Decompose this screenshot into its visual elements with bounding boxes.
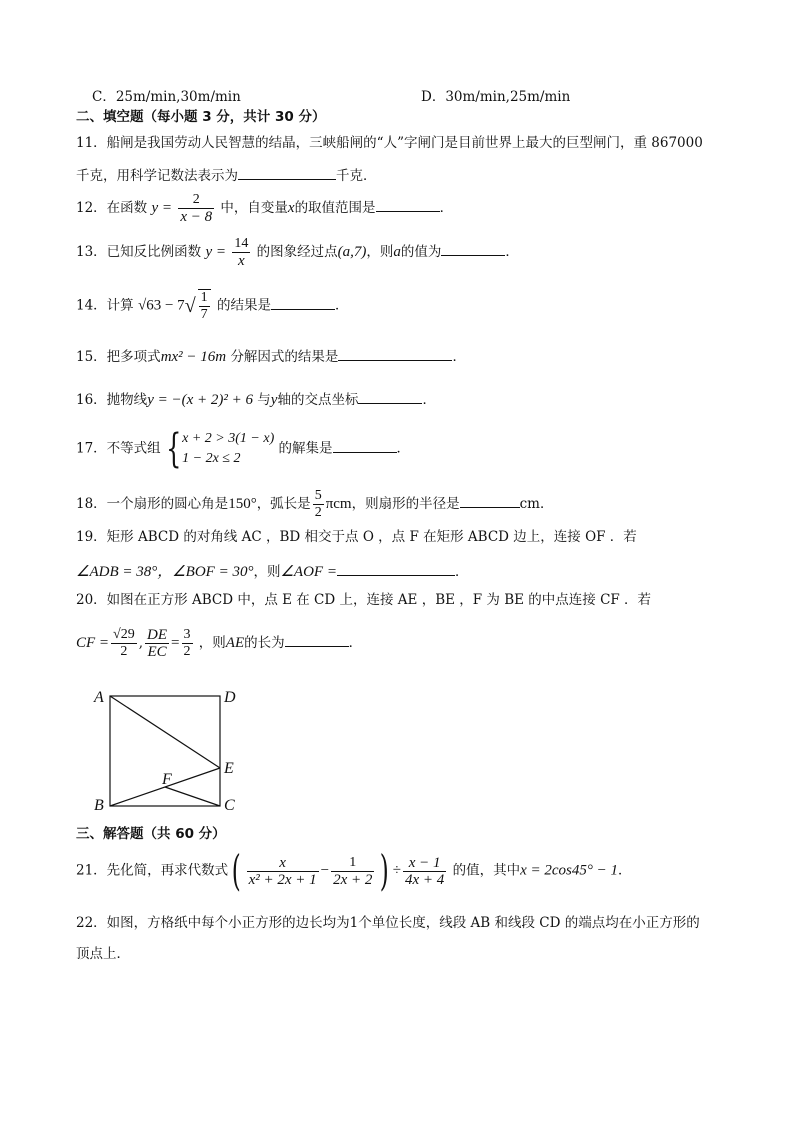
math-expression: y = −(x + 2)² + 6	[147, 392, 253, 408]
question-18-text: 18．一个扇形的圆心角是	[76, 496, 229, 512]
question-15: 15．把多项式mx² − 16m 分解因式的结果是 ．	[76, 349, 466, 365]
question-12: 12．在函数 y = $\frac{2}{x - 8}$ 中，自变量x的取值范围是 ．	[76, 192, 454, 225]
question-11-line2	[76, 167, 377, 184]
question-16-text: 16．抛物线	[76, 392, 148, 408]
label-c: C	[224, 797, 235, 814]
sqrt-fraction: √ $\frac{1}{7}$	[185, 289, 213, 323]
question-11-text: 千克，用科学记数法表示为	[76, 168, 238, 184]
question-13-text: 13．已知反比例函数	[76, 244, 202, 260]
section-heading-fill-in: 二、填空题（每小题 3 分，共计 30 分）	[76, 109, 326, 125]
section-heading-solutions: 三、解答题（共 60 分）	[76, 826, 226, 842]
fraction: $\frac{2}{x - 8}$	[180, 192, 213, 225]
question-17: 17．不等式组 { x + 2 > 3(1 − x) 1 − 2x ≤ 2 的解集是 ．	[76, 426, 411, 472]
answer-blank	[271, 297, 335, 310]
question-19-line1: 19．矩形 ABCD 的对角线 AC ，BD 相交于点 O ，点 F 在矩形 ABCD 边上，连接 OF ．若	[76, 529, 637, 545]
fraction: $\frac{x - 1}{4x + 4}$	[405, 854, 445, 888]
label-d: D	[224, 689, 236, 706]
label-e: E	[224, 760, 234, 777]
fraction: $\frac{x}{\text{x² + 2x + 1}}$	[248, 854, 317, 888]
question-14: 14．计算 √63 − 7√ $\frac{1}{7}$ 的结果是 ．	[76, 290, 349, 322]
right-paren-icon: )	[380, 846, 390, 895]
question-11-unit: 千克．	[336, 168, 377, 184]
question-15-text: 15．把多项式	[76, 349, 161, 365]
math-expression: mx² − 16m	[160, 349, 227, 365]
fraction: $\frac{5}{2}$	[314, 488, 322, 520]
fraction: $\frac{DE}{EC}$	[147, 627, 168, 660]
square-figure	[90, 686, 250, 816]
answer-blank	[358, 391, 422, 404]
segment-ae	[110, 696, 220, 768]
label-b: B	[94, 797, 104, 814]
answer-blank	[376, 199, 440, 212]
brace-icon: {	[165, 426, 182, 472]
fraction: $\frac{3}{2}$	[183, 627, 191, 659]
question-21: 21．先化简，再求代数式( $\frac{x}{\text{x² + 2x + 1}}$ − $\frac{1}{2x + 2}$ ) ÷ $\frac{x - 1}{4x + 4}$ 的值，其中x = 2cos45° − 1．	[76, 846, 632, 895]
fraction: $\frac{√29}{2}$	[113, 627, 135, 659]
option-d: D．30m/min,25m/min	[421, 89, 571, 105]
question-11-line1: 11．船闸是我国劳动人民智慧的结晶，三峡船闸的“人”字闸门是目前世界上最大的巨型闸门，重 867000	[76, 135, 703, 151]
inequality-system: x + 2 > 3(1 − x) 1 − 2x ≤ 2	[182, 431, 275, 466]
question-20-line1: 20．如图在正方形 ABCD 中，点 E 在 CD 上，连接 AE ，BE ，F 为 BE 的中点连接 CF ．若	[76, 592, 652, 608]
question-18: 18．一个扇形的圆心角是150°，弧长是 $\frac{5}{2}$ πcm，则扇形的半径是 cm．	[76, 488, 554, 520]
answer-blank	[337, 563, 455, 576]
question-16: 16．抛物线y = −(x + 2)² + 6 与y轴的交点坐标 ．	[76, 392, 436, 408]
answer-blank	[285, 634, 349, 647]
question-19-line2: ∠ADB = 38°，∠BOF = 30°，则∠AOF = ．	[76, 564, 469, 580]
answer-blank	[441, 243, 505, 256]
left-paren-icon: (	[231, 846, 241, 895]
question-22-line1: 22．如图，方格纸中每个小正方形的边长均为1个单位长度，线段 AB 和线段 CD 的端点均在小正方形的	[76, 915, 700, 931]
question-12-text: 12．在函数	[76, 200, 148, 216]
question-21-text: 21．先化简，再求代数式	[76, 862, 229, 879]
question-14-text: 14．计算	[76, 297, 134, 314]
question-13: 13．已知反比例函数 y = $\frac{14}{x}$ 的图象经过点(a,7)，则a的值为 ．	[76, 236, 519, 269]
answer-blank	[238, 167, 336, 180]
answer-blank	[333, 440, 397, 453]
question-17-text: 17．不等式组	[76, 440, 161, 457]
option-c: C．25m/min,30m/min	[92, 89, 241, 105]
question-20-line2: CF = $\frac{√29}{2}$ , $\frac{DE}{EC}$ = $\frac{3}{2}$ ，则AE的长为 ．	[76, 627, 363, 660]
answer-blank	[460, 495, 520, 508]
segment-fc	[165, 787, 220, 806]
fraction: $\frac{14}{x}$	[234, 236, 249, 269]
math-expression: √63 − 7	[137, 297, 185, 314]
label-a: A	[94, 689, 104, 706]
square-abcd	[110, 696, 220, 806]
function-lhs: y =	[151, 200, 173, 216]
fraction: $\frac{1}{2x + 2}$	[333, 854, 373, 888]
label-f: F	[162, 771, 172, 788]
question-22-line2: 顶点上．	[76, 946, 130, 962]
answer-blank	[338, 348, 452, 361]
